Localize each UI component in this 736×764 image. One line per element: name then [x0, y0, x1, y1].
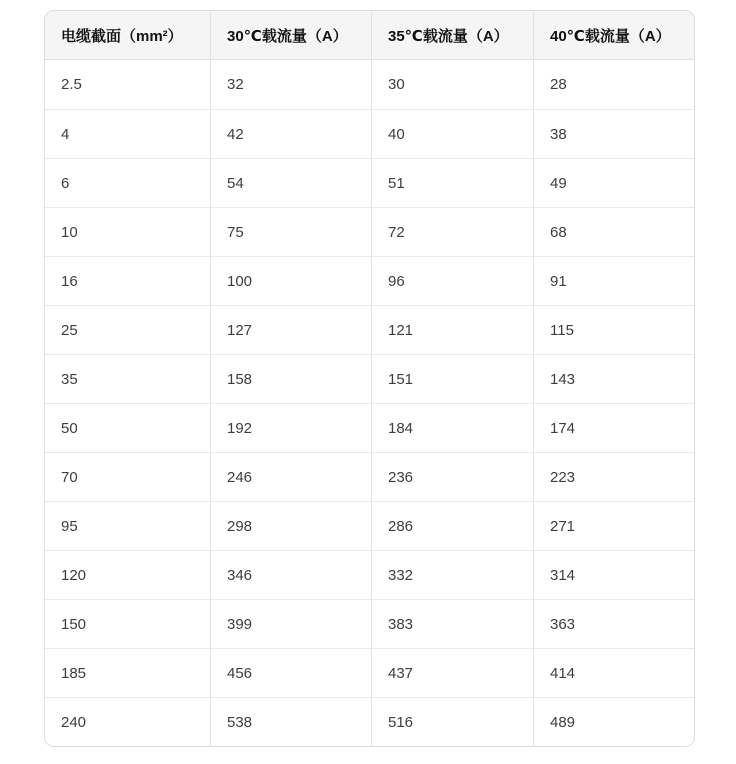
ampacity-40c-cell: 38 — [533, 109, 694, 158]
ampacity-35c-cell: 236 — [371, 452, 533, 501]
ampacity-40c-cell: 363 — [533, 599, 694, 648]
cross-section-cell: 16 — [45, 256, 210, 305]
ampacity-30c-cell: 127 — [210, 305, 371, 354]
ampacity-35c-cell: 332 — [371, 550, 533, 599]
cross-section-cell: 2.5 — [45, 60, 210, 109]
ampacity-30c-cell: 399 — [210, 599, 371, 648]
ampacity-30c-cell: 75 — [210, 207, 371, 256]
cross-section-cell: 4 — [45, 109, 210, 158]
ampacity-30c-cell: 158 — [210, 354, 371, 403]
ampacity-table-container — [44, 10, 695, 747]
cross-section-cell: 70 — [45, 452, 210, 501]
ampacity-30c-cell: 32 — [210, 60, 371, 109]
ampacity-40c-cell: 174 — [533, 403, 694, 452]
ampacity-35c-cell: 96 — [371, 256, 533, 305]
ampacity-40c-cell: 414 — [533, 648, 694, 697]
table-row — [45, 550, 694, 599]
cross-section-cell: 240 — [45, 697, 210, 746]
table-row — [45, 60, 694, 109]
table-row — [45, 501, 694, 550]
ampacity-35c-cell: 30 — [371, 60, 533, 109]
cross-section-cell: 6 — [45, 158, 210, 207]
ampacity-35c-cell: 516 — [371, 697, 533, 746]
ampacity-30c-cell: 246 — [210, 452, 371, 501]
table-row — [45, 109, 694, 158]
table-row — [45, 305, 694, 354]
ampacity-30c-cell: 54 — [210, 158, 371, 207]
header-ampacity-30c: 30℃载流量（A） — [210, 11, 371, 60]
table-row — [45, 256, 694, 305]
ampacity-40c-cell: 271 — [533, 501, 694, 550]
cross-section-cell: 10 — [45, 207, 210, 256]
ampacity-35c-cell: 151 — [371, 354, 533, 403]
ampacity-40c-cell: 28 — [533, 60, 694, 109]
header-ampacity-35c: 35℃载流量（A） — [371, 11, 533, 60]
table-body — [45, 60, 694, 746]
table-row — [45, 452, 694, 501]
header-row — [45, 11, 694, 60]
table-row — [45, 403, 694, 452]
cross-section-cell: 25 — [45, 305, 210, 354]
table-row — [45, 599, 694, 648]
ampacity-40c-cell: 68 — [533, 207, 694, 256]
ampacity-35c-cell: 51 — [371, 158, 533, 207]
ampacity-35c-cell: 383 — [371, 599, 533, 648]
table-row — [45, 207, 694, 256]
ampacity-30c-cell: 538 — [210, 697, 371, 746]
cross-section-cell: 35 — [45, 354, 210, 403]
table-row — [45, 354, 694, 403]
ampacity-30c-cell: 42 — [210, 109, 371, 158]
ampacity-30c-cell: 346 — [210, 550, 371, 599]
ampacity-35c-cell: 437 — [371, 648, 533, 697]
table-row — [45, 158, 694, 207]
ampacity-40c-cell: 115 — [533, 305, 694, 354]
cross-section-cell: 95 — [45, 501, 210, 550]
ampacity-30c-cell: 100 — [210, 256, 371, 305]
table-row — [45, 648, 694, 697]
header-ampacity-40c: 40℃载流量（A） — [533, 11, 694, 60]
table-header — [45, 11, 694, 60]
cross-section-cell: 120 — [45, 550, 210, 599]
cross-section-cell: 150 — [45, 599, 210, 648]
ampacity-40c-cell: 49 — [533, 158, 694, 207]
header-cross-section: 电缆截面（mm²） — [45, 11, 210, 60]
cross-section-cell: 50 — [45, 403, 210, 452]
ampacity-40c-cell: 223 — [533, 452, 694, 501]
ampacity-30c-cell: 298 — [210, 501, 371, 550]
ampacity-35c-cell: 286 — [371, 501, 533, 550]
table-row — [45, 697, 694, 746]
ampacity-40c-cell: 91 — [533, 256, 694, 305]
ampacity-35c-cell: 121 — [371, 305, 533, 354]
ampacity-40c-cell: 143 — [533, 354, 694, 403]
ampacity-40c-cell: 314 — [533, 550, 694, 599]
ampacity-35c-cell: 40 — [371, 109, 533, 158]
ampacity-35c-cell: 184 — [371, 403, 533, 452]
ampacity-35c-cell: 72 — [371, 207, 533, 256]
ampacity-30c-cell: 192 — [210, 403, 371, 452]
ampacity-40c-cell: 489 — [533, 697, 694, 746]
cross-section-cell: 185 — [45, 648, 210, 697]
cable-ampacity-table — [44, 10, 695, 747]
ampacity-30c-cell: 456 — [210, 648, 371, 697]
